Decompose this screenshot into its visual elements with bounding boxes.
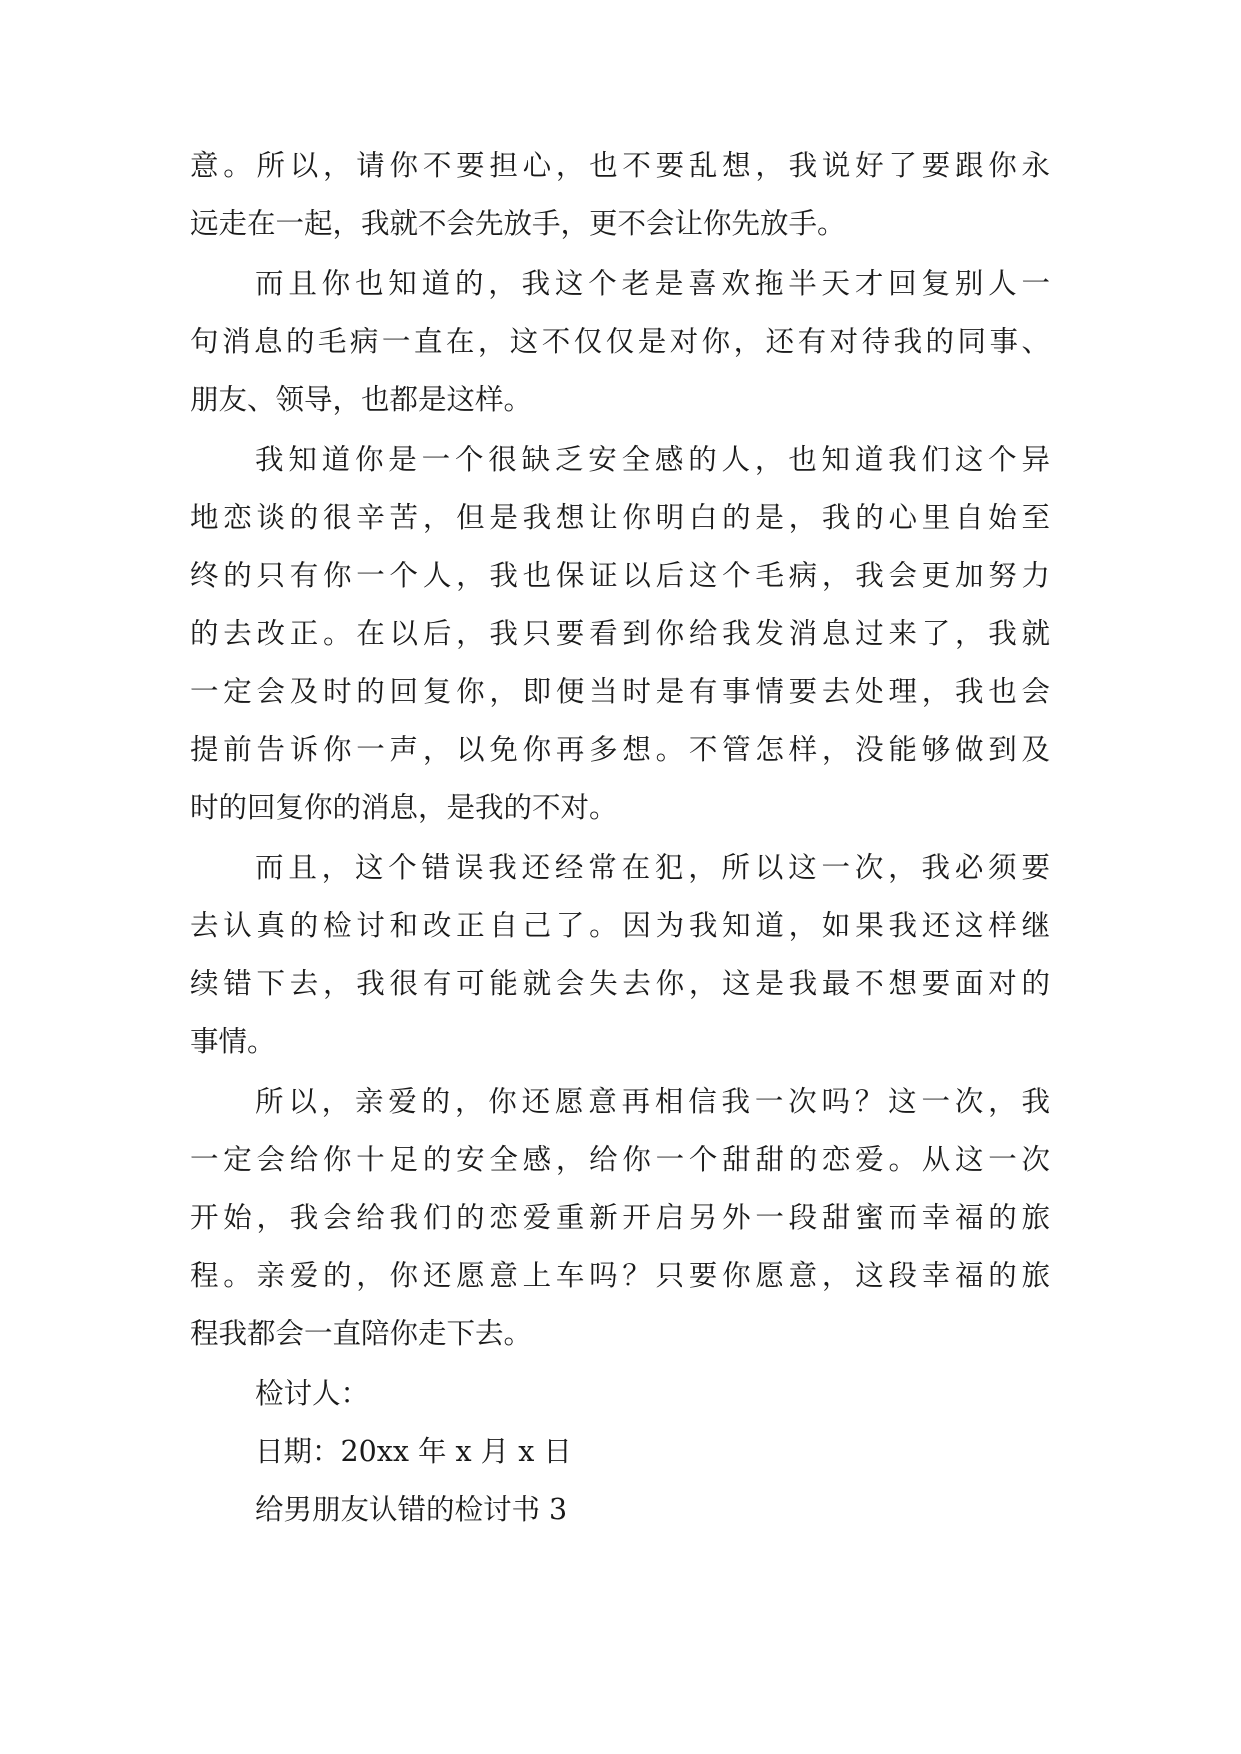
text-line: 程。亲爱的，你还愿意上车吗？只要你愿意，这段幸福的旅: [190, 1259, 1050, 1292]
text-line: 去认真的检讨和改正自己了。因为我知道，如果我还这样继: [190, 909, 1050, 942]
text-line: 所以，亲爱的，你还愿意再相信我一次吗？这一次，我: [255, 1085, 1050, 1118]
text-line: 而且，这个错误我还经常在犯，所以这一次，我必须要: [255, 851, 1050, 884]
text-line: 事情。: [190, 1025, 276, 1058]
text-line: 而且你也知道的，我这个老是喜欢拖半天才回复别人一: [255, 267, 1050, 300]
reviewer-label: 检讨人：: [255, 1377, 370, 1410]
text-line: 的去改正。在以后，我只要看到你给我发消息过来了，我就: [190, 617, 1050, 650]
text-line: 一定会及时的回复你，即便当时是有事情要去处理，我也会: [190, 675, 1050, 708]
text-line: 开始，我会给我们的恋爱重新开启另外一段甜蜜而幸福的旅: [190, 1201, 1050, 1234]
text-line: 地恋谈的很辛苦，但是我想让你明白的是，我的心里自始至: [190, 501, 1050, 534]
text-line: 句消息的毛病一直在，这不仅仅是对你，还有对待我的同事、: [190, 325, 1050, 358]
text-line: 终的只有你一个人，我也保证以后这个毛病，我会更加努力: [190, 559, 1050, 592]
text-line: 时的回复你的消息，是我的不对。: [190, 791, 618, 824]
text-line: 程我都会一直陪你走下去。: [190, 1317, 533, 1350]
date-line: 日期：20xx 年 x 月 x 日: [255, 1435, 572, 1468]
next-section-title: 给男朋友认错的检讨书 3: [255, 1493, 568, 1526]
text-line: 远走在一起，我就不会先放手，更不会让你先放手。: [190, 207, 846, 240]
text-line: 提前告诉你一声，以免你再多想。不管怎样，没能够做到及: [190, 733, 1050, 766]
text-line: 一定会给你十足的安全感，给你一个甜甜的恋爱。从这一次: [190, 1143, 1050, 1176]
text-line: 我知道你是一个很缺乏安全感的人，也知道我们这个异: [255, 443, 1050, 476]
text-line: 朋友、领导，也都是这样。: [190, 383, 533, 416]
text-line: 意。所以，请你不要担心，也不要乱想，我说好了要跟你永: [190, 149, 1050, 182]
text-line: 续错下去，我很有可能就会失去你，这是我最不想要面对的: [190, 967, 1050, 1000]
